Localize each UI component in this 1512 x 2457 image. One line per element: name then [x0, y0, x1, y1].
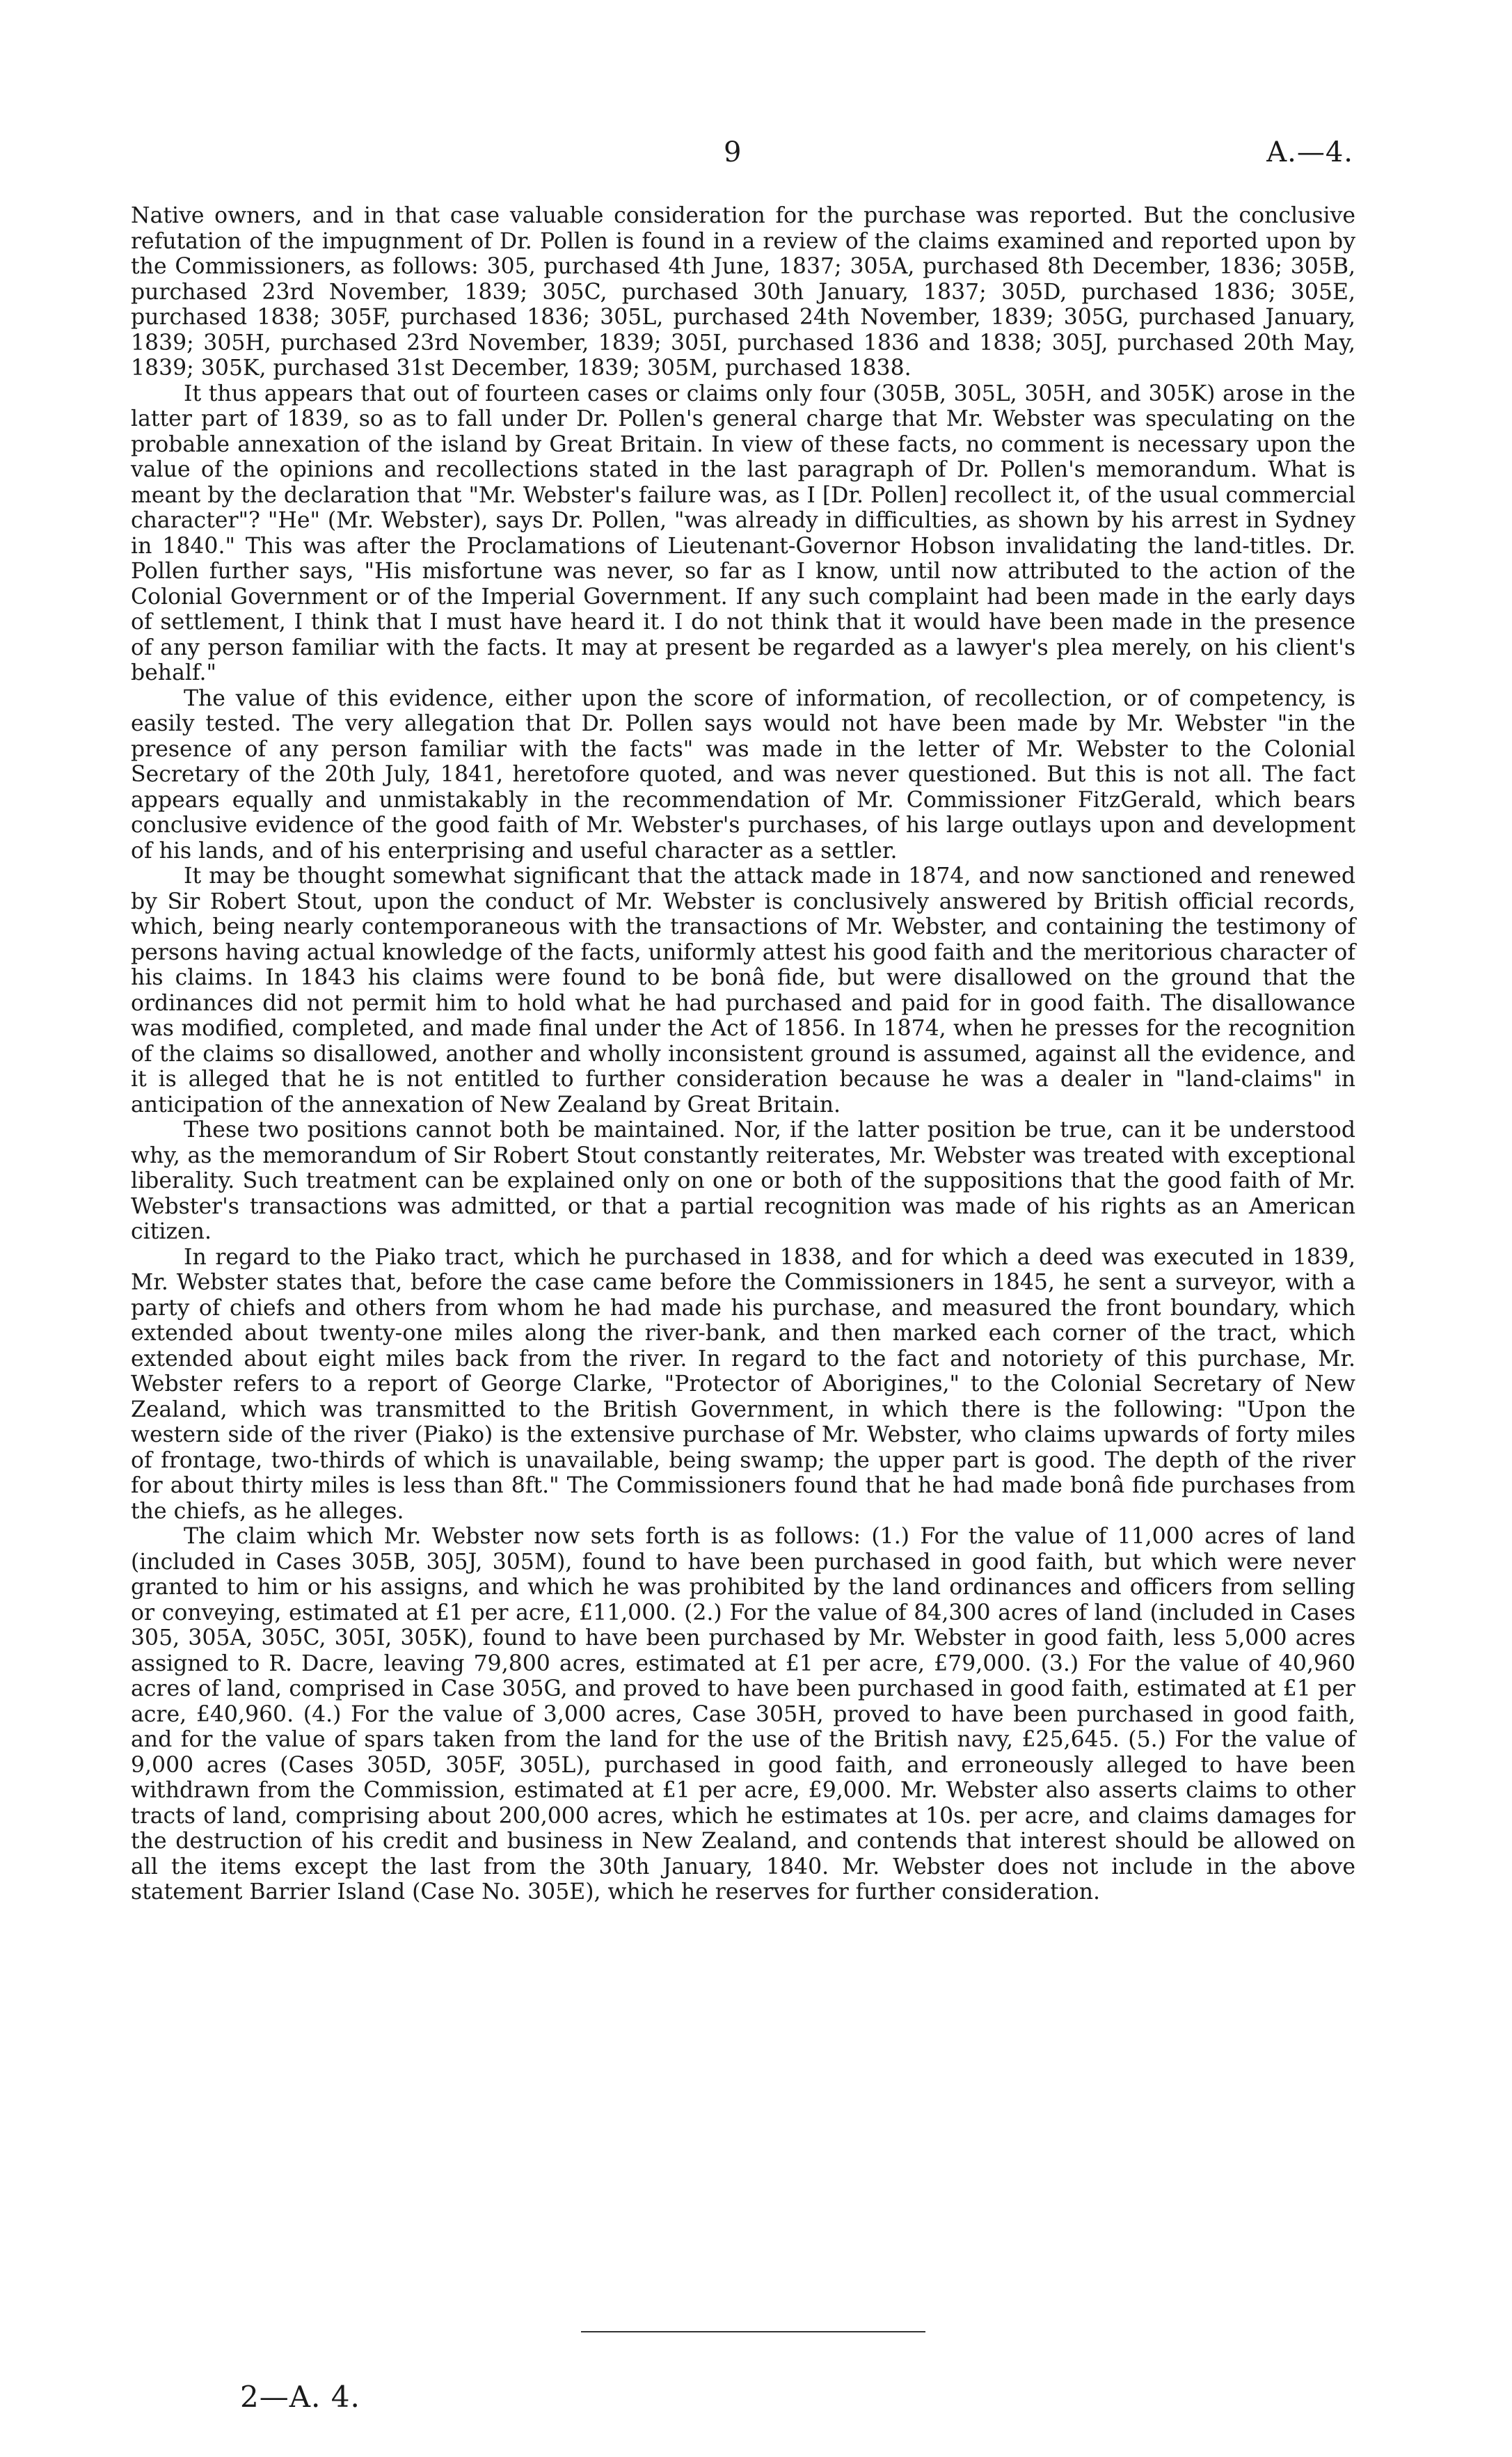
paragraph-fourteen-cases: It thus appears that out of fourteen cases or claims only four (305B, 305L, 305H, and 305K) arose in the latter part of 1839, so as to fall under Dr. Pollen's general charge that Mr. Webster was speculating on the probable annexation of the island by Great Britain. In view of these facts, no comment is necessary upon the value of the opinions and recollections stated in the last paragraph of Dr. Pollen's memorandum. What is meant by the declaration that "Mr. Webster's failure was, as I [Dr. Pollen] recollect it, of the usual commercial character"? "He" (Mr. Webster), says Dr. Pollen, "was already in difficulties, as shown by his arrest in Sydney in 1840." This was after the Proclamations of Lieutenant-Governor Hobson invalidating the land-titles. Dr. Pollen further says, "His misfortune was never, so far as I know, until now attributed to the action of the Colonial Government or of the Imperial Government. If any such complaint had been made in the early days of settlement, I think that I must have heard it. I do not think that it would have been made in the presence of any person familiar with the facts. It may at present be regarded as a lawyer's plea merely, on his client's behalf." — [131, 381, 1355, 685]
document-reference: A.—4. — [1266, 136, 1353, 168]
body-text — [131, 203, 1355, 1905]
paragraph-claim-summary: The claim which Mr. Webster now sets forth is as follows: (1.) For the value of 11,000 acres of land (included in Cases 305B, 305J, 305M), found to have been purchased in good faith, but which were never granted to him or his assigns, and which he was prohibited by the land ordinances and officers from selling or conveying, estimated at £1 per acre, £11,000. (2.) For the value of 84,300 acres of land (included in Cases 305, 305A, 305C, 305I, 305K), found to have been purchased by Mr. Webster in good faith, less 5,000 acres assigned to R. Dacre, leaving 79,800 acres, estimated at £1 per acre, £79,000. (3.) For the value of 40,960 acres of land, comprised in Case 305G, and proved to have been purchased in good faith, estimated at £1 per acre, £40,960. (4.) For the value of 3,000 acres, Case 305H, proved to have been purchased in good faith, and for the value of spars taken from the land for the use of the British navy, £25,645. (5.) For the value of 9,000 acres (Cases 305D, 305F, 305L), purchased in good faith, and erroneously alleged to have been withdrawn from the Commission, estimated at £1 per acre, £9,000. Mr. Webster also asserts claims to other tracts of land, comprising about 200,000 acres, which he estimates at 10s. per acre, and claims damages for the destruction of his credit and business in New Zealand, and contends that interest should be allowed on all the items except the last from the 30th January, 1840. Mr. Webster does not include in the above statement Barrier Island (Case No. 305E), which he reserves for further consideration. — [131, 1524, 1355, 1905]
page-header — [132, 136, 1353, 178]
section-divider — [581, 2331, 925, 2332]
page-number: 9 — [724, 136, 742, 168]
paragraph-attack-of-1874: It may be thought somewhat significant that the attack made in 1874, and now sanctioned and renewed by Sir Robert Stout, upon the conduct of Mr. Webster is conclusively answered by British official records, which, being nearly contemporaneous with the transactions of Mr. Webster, and containing the testimony of persons having actual knowledge of the facts, uniformly attest his good faith and the meritorious character of his claims. In 1843 his claims were found to be bonâ fide, but were disallowed on the ground that the ordinances did not permit him to hold what he had purchased and paid for in good faith. The disallowance was modified, completed, and made final under the Act of 1856. In 1874, when he presses for the recognition of the claims so disallowed, another and wholly inconsistent ground is assumed, against all the evidence, and it is alleged that he is not entitled to further consideration because he was a dealer in "land-claims" in anticipation of the annexation of New Zealand by Great Britain. — [131, 864, 1355, 1118]
paragraph-two-positions: These two positions cannot both be maintained. Nor, if the latter position be true, can it be understood why, as the memorandum of Sir Robert Stout constantly reiterates, Mr. Webster was treated with exceptional liberality. Such treatment can be explained only on one or both of the suppositions that the good faith of Mr. Webster's transactions was admitted, or that a partial recognition was made of his rights as an American citizen. — [131, 1118, 1355, 1244]
paragraph-value-of-evidence: The value of this evidence, either upon the score of information, of recollection, or of competency, is easily tested. The very allegation that Dr. Pollen says would not have been made by Mr. Webster "in the presence of any person familiar with the facts" was made in the letter of Mr. Webster to the Colonial Secretary of the 20th July, 1841, heretofore quoted, and was never questioned. But this is not all. The fact appears equally and unmistakably in the recommendation of Mr. Commissioner FitzGerald, which bears conclusive evidence of the good faith of Mr. Webster's purchases, of his large outlays upon and development of his lands, and of his enterprising and useful character as a settler. — [131, 685, 1355, 864]
paragraph-continuation: Native owners, and in that case valuable consideration for the purchase was reported. But the conclusive refutation of the impugnment of Dr. Pollen is found in a review of the claims examined and reported upon by the Commissioners, as follows: 305, purchased 4th June, 1837; 305A, purchased 8th December, 1836; 305B, purchased 23rd November, 1839; 305C, purchased 30th January, 1837; 305D, purchased 1836; 305E, purchased 1838; 305F, purchased 1836; 305L, purchased 24th November, 1839; 305G, purchased January, 1839; 305H, purchased 23rd November, 1839; 305I, purchased 1836 and 1838; 305J, purchased 20th May, 1839; 305K, purchased 31st December, 1839; 305M, purchased 1838. — [131, 203, 1355, 381]
paragraph-piako-tract: In regard to the Piako tract, which he purchased in 1838, and for which a deed was executed in 1839, Mr. Webster states that, before the case came before the Commissioners in 1845, he sent a surveyor, with a party of chiefs and others from whom he had made his purchase, and measured the front boundary, which extended about twenty-one miles along the river-bank, and then marked each corner of the tract, which extended about eight miles back from the river. In regard to the fact and notoriety of this purchase, Mr. Webster refers to a report of George Clarke, "Protector of Aborigines," to the Colonial Secretary of New Zealand, which was transmitted to the British Government, in which there is the following: "Upon the western side of the river (Piako) is the extensive purchase of Mr. Webster, who claims upwards of forty miles of frontage, two-thirds of which is unavailable, being swamp; the upper part is good. The depth of the river for about thirty miles is less than 8ft." The Commissioners found that he had made bonâ fide purchases from the chiefs, as he alleges. — [131, 1244, 1355, 1524]
signature-reference: 2—A. 4. — [240, 2380, 360, 2414]
